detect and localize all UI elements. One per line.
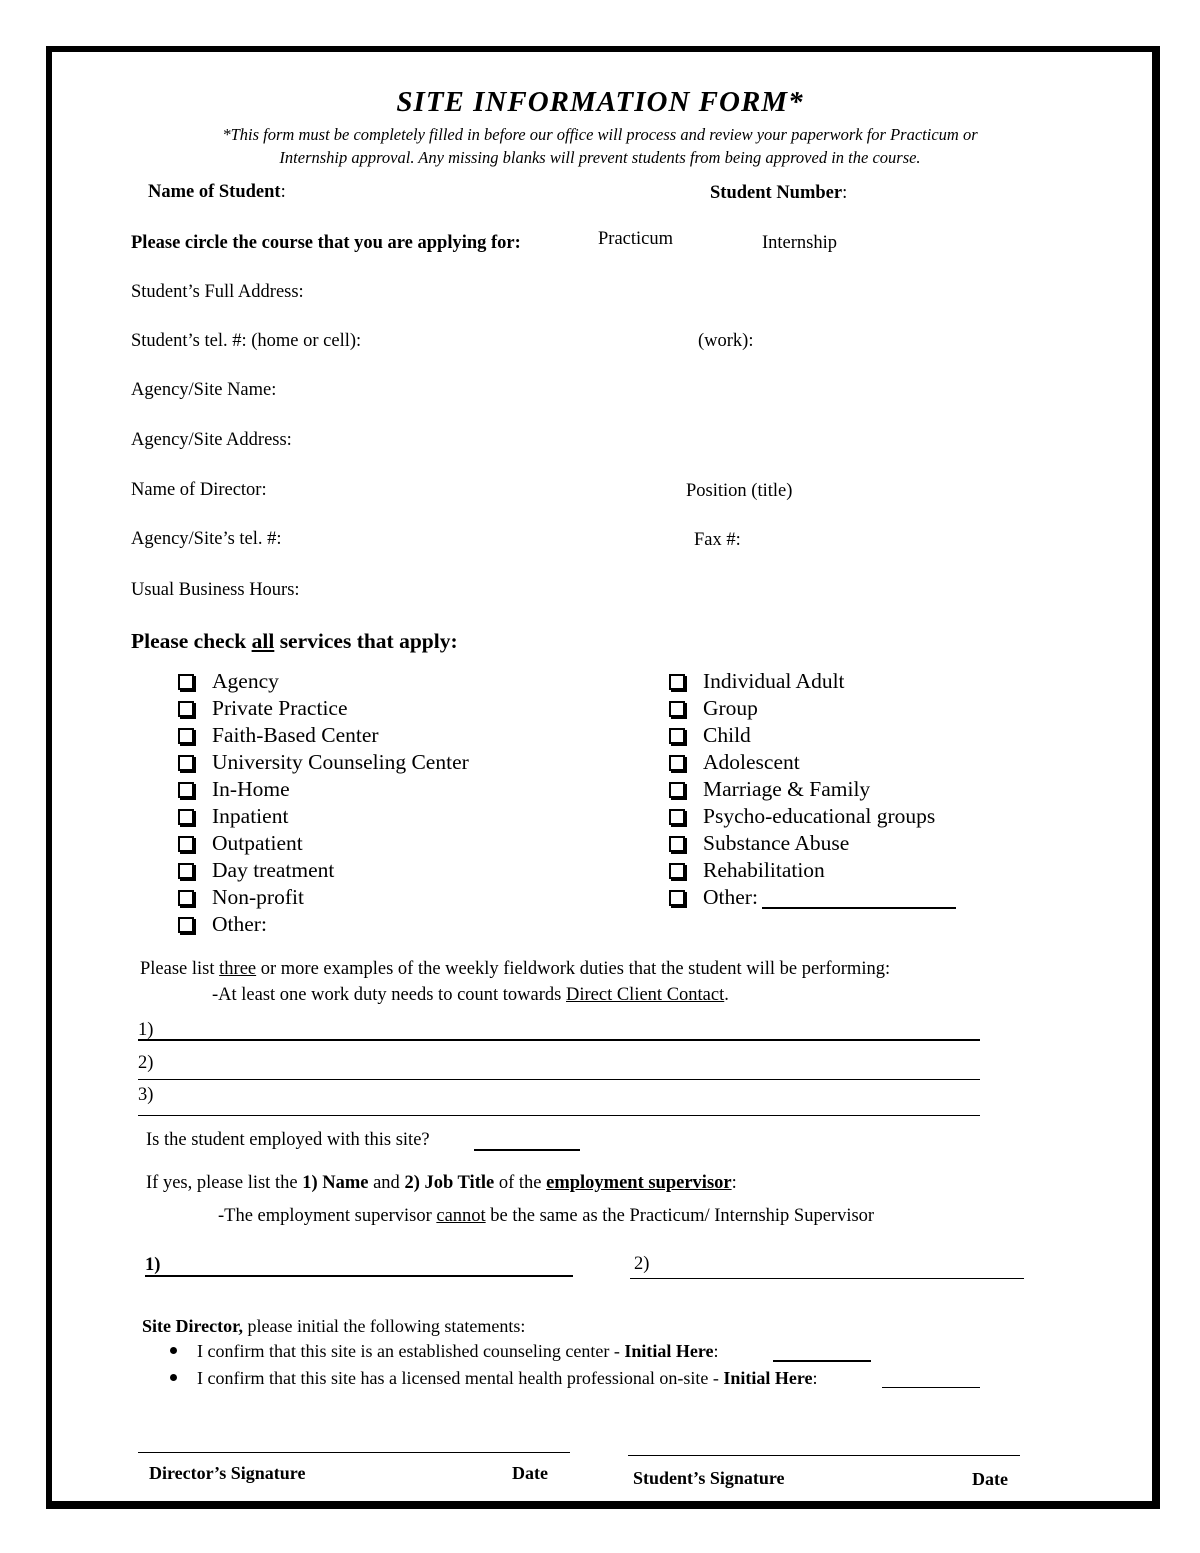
- bullet-icon: [170, 1347, 177, 1354]
- supervisor-1-line[interactable]: [145, 1275, 573, 1277]
- director-intro: Site Director, please initial the following statements:: [142, 1316, 526, 1336]
- checkbox-icon[interactable]: [669, 701, 685, 717]
- other-service-blank[interactable]: [762, 907, 956, 909]
- student-signature-line[interactable]: [628, 1455, 1020, 1456]
- supervisor-2-label: 2): [634, 1254, 650, 1274]
- form-note-line1: *This form must be completely filled in before our office will process and review your paperwork for Practicum or: [222, 125, 978, 144]
- course-prompt: Please circle the course that you are applying for:: [131, 233, 521, 253]
- director-date-label: Date: [512, 1463, 548, 1483]
- form-note-line2: Internship approval. Any missing blanks will prevent students from being approved in the course.: [279, 148, 921, 167]
- bullet-icon: [170, 1374, 177, 1381]
- service-checkbox[interactable]: Psycho-educational groups: [667, 803, 935, 830]
- course-option-practicum[interactable]: Practicum: [598, 229, 674, 249]
- service-checkbox[interactable]: Substance Abuse: [667, 830, 935, 857]
- checkbox-icon[interactable]: [178, 701, 194, 717]
- duties-prompt: Please list three or more examples of the weekly fieldwork duties that the student will be performing:: [140, 959, 891, 979]
- checkbox-icon[interactable]: [669, 755, 685, 771]
- service-checkbox[interactable]: Marriage & Family: [667, 776, 935, 803]
- checkbox-icon[interactable]: [178, 917, 194, 933]
- service-checkbox[interactable]: Faith-Based Center: [176, 722, 469, 749]
- student-work-tel-label: (work):: [698, 331, 754, 351]
- checkbox-icon[interactable]: [669, 728, 685, 744]
- duty-1-line[interactable]: [138, 1039, 980, 1041]
- checkbox-icon[interactable]: [669, 674, 685, 690]
- service-checkbox[interactable]: Child: [667, 722, 935, 749]
- agency-address-label: Agency/Site Address:: [131, 430, 292, 450]
- service-checkbox[interactable]: Adolescent: [667, 749, 935, 776]
- service-checkbox[interactable]: Private Practice: [176, 695, 469, 722]
- director-statement-1: I confirm that this site is an established counseling center - Initial Here:: [170, 1341, 719, 1362]
- checkbox-icon[interactable]: [669, 809, 685, 825]
- supervisor-2-line[interactable]: [630, 1278, 1024, 1279]
- service-checkbox[interactable]: Agency: [176, 668, 469, 695]
- supervisor-note: -The employment supervisor cannot be the same as the Practicum/ Internship Supervisor: [218, 1206, 875, 1226]
- student-name-label: Name of Student:: [148, 182, 286, 202]
- services-left-list: [176, 668, 469, 938]
- student-signature-label: Student’s Signature: [633, 1468, 785, 1488]
- supervisor-prompt: If yes, please list the 1) Name and 2) Job Title of the employment supervisor:: [146, 1173, 737, 1193]
- student-home-tel-label: Student’s tel. #: (home or cell):: [131, 331, 362, 351]
- service-checkbox[interactable]: Group: [667, 695, 935, 722]
- service-checkbox[interactable]: Outpatient: [176, 830, 469, 857]
- services-heading: Please check all services that apply:: [131, 629, 458, 653]
- student-date-label: Date: [972, 1469, 1008, 1489]
- agency-tel-label: Agency/Site’s tel. #:: [131, 529, 282, 549]
- service-checkbox[interactable]: University Counseling Center: [176, 749, 469, 776]
- checkbox-icon[interactable]: [178, 755, 194, 771]
- director-signature-line[interactable]: [138, 1452, 570, 1453]
- student-number-label: Student Number:: [710, 183, 848, 203]
- checkbox-icon[interactable]: [669, 863, 685, 879]
- duties-direct-contact-note: -At least one work duty needs to count towards Direct Client Contact.: [212, 985, 729, 1005]
- service-checkbox[interactable]: Other:: [176, 911, 469, 938]
- supervisor-1-label: 1): [145, 1255, 161, 1275]
- service-checkbox[interactable]: Other:: [667, 884, 935, 911]
- checkbox-icon[interactable]: [669, 836, 685, 852]
- checkbox-icon[interactable]: [178, 890, 194, 906]
- fax-label: Fax #:: [694, 530, 741, 550]
- duty-3-line[interactable]: [138, 1115, 980, 1116]
- duty-2-label: 2): [138, 1053, 154, 1073]
- employed-question: Is the student employed with this site?: [146, 1130, 430, 1150]
- director-name-label: Name of Director:: [131, 480, 267, 500]
- services-right-list: [667, 668, 935, 911]
- initial-blank-1[interactable]: [773, 1360, 871, 1362]
- employed-answer-blank[interactable]: [474, 1149, 580, 1151]
- form-title: SITE INFORMATION FORM*: [396, 86, 804, 118]
- checkbox-icon[interactable]: [669, 782, 685, 798]
- service-checkbox[interactable]: Non-profit: [176, 884, 469, 911]
- checkbox-icon[interactable]: [178, 674, 194, 690]
- checkbox-icon[interactable]: [178, 782, 194, 798]
- duty-2-line[interactable]: [138, 1079, 980, 1080]
- student-address-label: Student’s Full Address:: [131, 282, 304, 302]
- service-checkbox[interactable]: Individual Adult: [667, 668, 935, 695]
- checkbox-icon[interactable]: [178, 728, 194, 744]
- director-signature-label: Director’s Signature: [149, 1463, 306, 1483]
- director-statement-2: I confirm that this site has a licensed mental health professional on-site - Initial Here:: [170, 1368, 818, 1389]
- service-checkbox[interactable]: Rehabilitation: [667, 857, 935, 884]
- checkbox-icon[interactable]: [178, 836, 194, 852]
- service-checkbox[interactable]: Inpatient: [176, 803, 469, 830]
- checkbox-icon[interactable]: [178, 863, 194, 879]
- initial-blank-2[interactable]: [882, 1387, 980, 1388]
- checkbox-icon[interactable]: [669, 890, 685, 906]
- director-position-label: Position (title): [686, 481, 793, 501]
- duty-1-label: 1): [138, 1020, 154, 1040]
- business-hours-label: Usual Business Hours:: [131, 580, 300, 600]
- course-option-internship[interactable]: Internship: [762, 233, 838, 253]
- checkbox-icon[interactable]: [178, 809, 194, 825]
- service-checkbox[interactable]: Day treatment: [176, 857, 469, 884]
- service-checkbox[interactable]: In-Home: [176, 776, 469, 803]
- agency-name-label: Agency/Site Name:: [131, 380, 277, 400]
- duty-3-label: 3): [138, 1085, 154, 1105]
